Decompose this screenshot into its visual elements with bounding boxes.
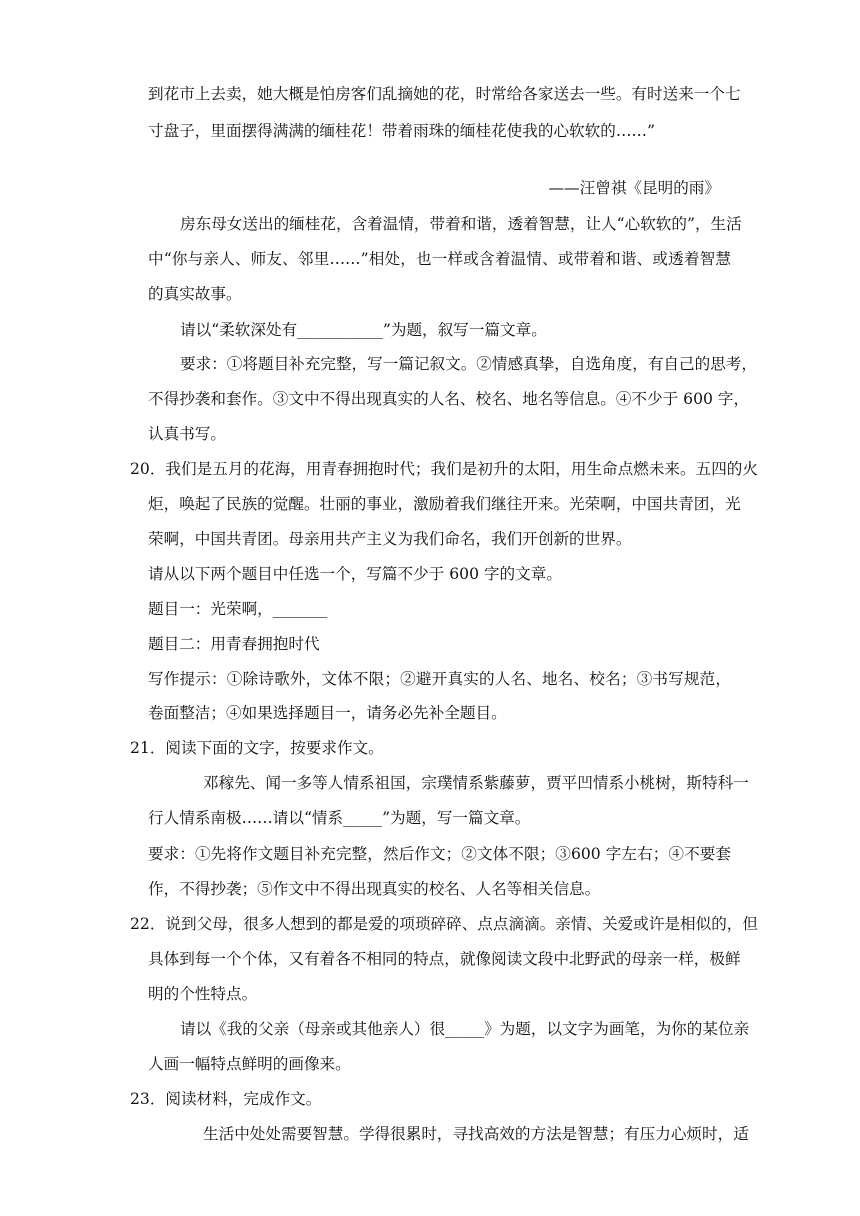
text-line: 题目二：用青春拥抱时代 [148,635,320,653]
text-line: 房东母女送出的缅桂花，含着温情，带着和谐，透着智慧，让人“心软软的”，生活 [180,215,742,233]
text-line: 明的个性特点。 [148,985,258,1003]
text-line: 炬，唤起了民族的觉醒。壮丽的事业，激励着我们继往开来。光荣啊，中国共青团，光 [148,495,741,513]
text-line: 要求：①先将作文题目补充完整，然后作文；②文体不限；③600 字左右；④不要套 [148,845,731,863]
text-line: 具体到每一个个体，又有着各不相同的特点，就像阅读文段中北野武的母亲一样，极鲜 [148,950,741,968]
text-line: 卷面整洁；④如果选择题目一，请务必先补全题目。 [148,704,507,722]
question-22: 22．说到父母，很多人想到的都是爱的项琐碎碎、点点滴滴。亲情、关爱或许是相似的，但 [130,915,758,933]
text-line: 请以《我的父亲（母亲或其他亲人）很_____》为题，以文字为画笔，为你的某位亲 [180,1020,750,1038]
text-line: 生活中处处需要智慧。学得很累时，寻找高效的方法是智慧；有压力心烦时，适 [203,1125,749,1143]
text-line: 人画一幅特点鲜明的画像来。 [148,1055,351,1073]
text-line: 认真书写。 [148,425,226,443]
text-line: 不得抄袭和套作。③文中不得出现真实的人名、校名、地名等信息。④不少于 600 字， [148,390,750,408]
citation: ——汪曾祺《昆明的雨》 [548,179,720,197]
text-line: 中“你与亲人、师友、邻里……”相处，也一样或含着温情、或带着和谐、或透着智慧 [148,250,731,268]
text-line: 要求：①将题目补充完整，写一篇记叙文。②情感真挚，自选角度，有自己的思考， [180,355,757,373]
text-line: 题目一：光荣啊，_______ [148,600,328,618]
text-line: 请以“柔软深处有___________”为题，叙写一篇文章。 [180,321,547,339]
text-line: 作，不得抄袭；⑤作文中不得出现真实的校名、人名等相关信息。 [148,880,601,898]
text-line: 到花市上去卖，她大概是怕房客们乱摘她的花，时常给各家送去一些。有时送来一个七 [148,85,741,103]
question-20: 20．我们是五月的花海，用青春拥抱时代；我们是初升的太阳，用生命点燃未来。五四的火 [130,460,758,478]
text-line: 请从以下两个题目中任选一个，写篇不少于 600 字的文章。 [148,565,562,583]
text-line: 荣啊，中国共青团。母亲用共产主义为我们命名，我们开创新的世界。 [148,530,632,548]
text-line: 邓稼先、闻一多等人情系祖国，宗璞情系紫藤萝，贾平凹情系小桃树，斯特科一 [203,774,749,792]
text-line: 行人情系南极……请以“情系_____”为题，写一篇文章。 [148,809,531,827]
text-line: 的真实故事。 [148,285,242,303]
question-21: 21．阅读下面的文字，按要求作文。 [130,739,384,757]
question-23: 23．阅读材料，完成作文。 [130,1090,322,1108]
text-line: 寸盘子，里面摆得满满的缅桂花！带着雨珠的缅桂花使我的心软软的……” [148,122,655,140]
text-line: 写作提示：①除诗歌外，文体不限；②避开真实的人名、地名、校名；③书写规范， [148,670,731,688]
